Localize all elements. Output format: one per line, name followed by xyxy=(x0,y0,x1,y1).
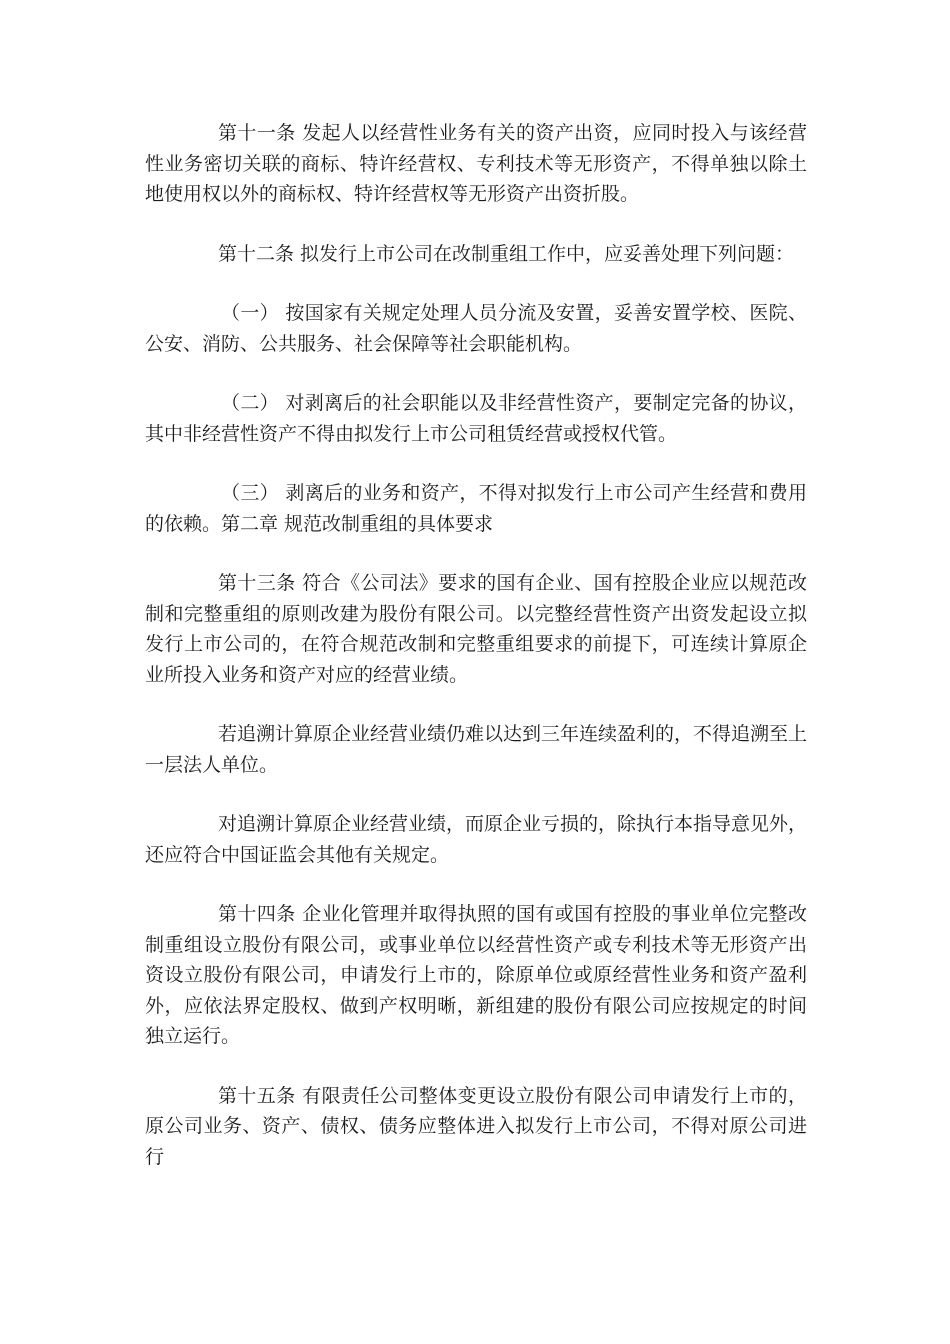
article-13-continuation-1: 若追溯计算原企业经营业绩仍难以达到三年连续盈利的，不得追溯至上一层法人单位。 xyxy=(145,723,808,776)
article-14-paragraph: 第十四条 企业化管理并取得执照的国有或国有控股的事业单位完整改制重组设立股份有限公司，或事业单位以经营性资产或专利技术等无形资产出资设立股份有限公司，申请发行上市的，除原单位或原经营性业务和资产盈利外，应依法界定股权、做到产权明晰，新组建的股份有限公司应按规定的时间独立运行。 xyxy=(145,903,807,1047)
document-body xyxy=(145,118,807,1201)
article-12-item-2: （二） 对剥离后的社会职能以及非经营性资产，要制定完备的协议，其中非经营性资产不得由拟发行上市公司租赁经营或授权代管。 xyxy=(145,392,807,445)
article-12-paragraph: 第十二条 拟发行上市公司在改制重组工作中，应妥善处理下列问题： xyxy=(218,242,795,265)
article-12-item-3: （三） 剥离后的业务和资产，不得对拟发行上市公司产生经营和费用的依赖。第二章 规范改制重组的具体要求 xyxy=(145,482,807,535)
article-11-paragraph: 第十一条 发起人以经营性业务有关的资产出资，应同时投入与该经营性业务密切关联的商标、特许经营权、专利技术等无形资产，不得单独以除土地使用权以外的商标权、特许经营权等无形资产出资折股。 xyxy=(145,122,807,205)
article-12-item-1: （一） 按国家有关规定处理人员分流及安置，妥善安置学校、医院、公安、消防、公共服务、社会保障等社会职能机构。 xyxy=(145,302,807,355)
article-13-paragraph: 第十三条 符合《公司法》要求的国有企业、国有控股企业应以规范改制和完整重组的原则改建为股份有限公司。以完整经营性资产出资发起设立拟发行上市公司的，在符合规范改制和完整重组要求的前提下，可连续计算原企业所投入业务和资产对应的经营业绩。 xyxy=(145,572,807,686)
article-13-continuation-2: 对追溯计算原企业经营业绩，而原企业亏损的，除执行本指导意见外，还应符合中国证监会其他有关规定。 xyxy=(145,813,808,866)
article-15-paragraph: 第十五条 有限责任公司整体变更设立股份有限公司申请发行上市的，原公司业务、资产、债权、债务应整体进入拟发行上市公司，不得对原公司进行 xyxy=(145,1084,807,1168)
